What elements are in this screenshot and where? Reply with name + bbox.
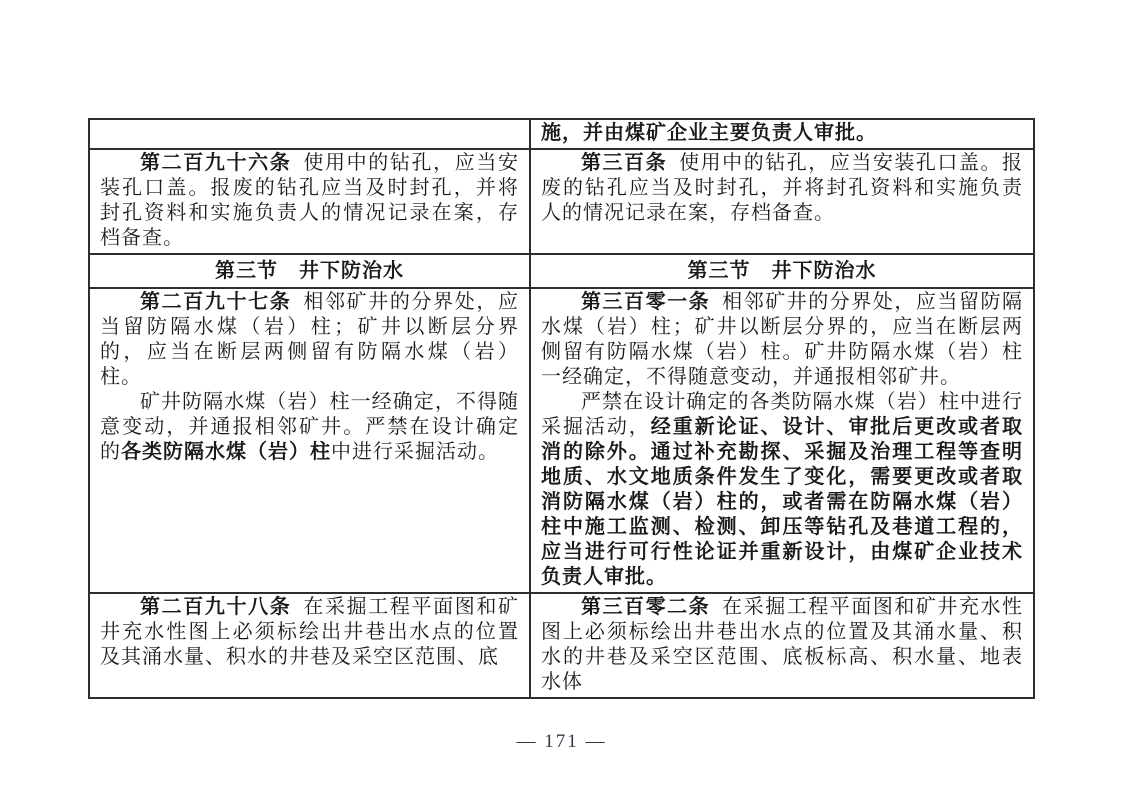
table-row-continuation [89,119,1034,149]
paragraph [100,595,519,670]
article-number: 第三百零二条 [581,596,711,618]
paragraph [541,595,1023,695]
article-number: 第二百九十六条 [140,152,292,174]
table-row-drill-holes [89,149,1034,254]
article-number: 第二百九十七条 [140,291,292,313]
paragraph [100,151,519,251]
article-body: 使用中的钻孔，应当安装孔口盖。报废的钻孔应当及时封孔，并将封孔资料和实施负责人的情况记录在案，存档备查。 [100,152,519,249]
article-body: 使用中的钻孔，应当安装孔口盖。报废的钻孔应当及时封孔，并将封孔资料和实施负责人的情况记录在案，存档备查。 [541,152,1024,224]
paragraph-continuation: 施，并由煤矿企业主要负责人审批。 [541,122,877,144]
text-segment: 中进行采掘活动。 [331,441,499,463]
paragraph [100,390,519,465]
cell-new-article-300 [530,149,1034,254]
page-number: — 171 — [516,731,607,752]
text-segment: 严禁在设计确定的各类防隔水煤（岩）柱中进行采掘活动， [541,391,1023,438]
emphasized-text: 各类防隔水煤（岩）柱 [121,441,331,463]
emphasized-text: 经重新论证、设计、审批后更改或者取消的除外。通过补充勘探、采掘及治理工程等查明地质、水文地质条件发生了变化，需要更改或者取消防隔水煤（岩）柱的，或者需在防隔水煤（岩）柱中施工监测、检测、卸压等钻孔及巷道工程的，应当进行可行性论证并重新设计，由煤矿企业技术负责人审批。 [541,416,1024,588]
cell-new-continuation [530,119,1034,149]
cell-new-article-302 [530,593,1034,698]
paragraph [541,390,1023,590]
table-row-section-header [89,254,1034,288]
table-row-mining-map [89,593,1034,698]
cell-old-article-297 [89,288,530,593]
cell-old-article-298 [89,593,530,698]
article-body: 相邻矿井的分界处，应当留防隔水煤（岩）柱；矿井以断层分界的，应当在断层两侧留有防隔水煤（岩）柱。矿井防隔水煤（岩）柱一经确定，不得随意变动，并通报相邻矿井。 [541,291,1024,388]
article-number: 第二百九十八条 [140,596,292,618]
paragraph [100,290,519,390]
cell-new-section-heading [530,254,1034,288]
article-body: 在采掘工程平面图和矿井充水性图上必须标绘出井巷出水点的位置及其涌水量、积水的井巷及采空区范围、底板标高、积水量、地表水体 [541,596,1024,693]
section-heading: 第三节 井下防治水 [215,260,404,282]
paragraph [541,290,1023,390]
comparison-table [88,118,1035,699]
cell-old-article-296 [89,149,530,254]
table-row-water-pillar [89,288,1034,593]
article-number: 第三百零一条 [581,291,711,313]
cell-old-empty [89,119,530,149]
cell-old-section-heading [89,254,530,288]
text-segment: 矿井防隔水煤（岩）柱一经确定，不得随意变动，并通报相邻矿井。严禁在设计确定的 [100,391,519,463]
article-body: 相邻矿井的分界处，应当留防隔水煤（岩）柱；矿井以断层分界的，应当在断层两侧留有防隔水煤（岩）柱。 [100,291,519,388]
section-heading: 第三节 井下防治水 [687,260,877,282]
article-body: 在采掘工程平面图和矿井充水性图上必须标绘出井巷出水点的位置及其涌水量、积水的井巷及采空区范围、底 [100,596,519,668]
paragraph [541,151,1023,226]
article-number: 第三百条 [581,152,668,174]
cell-new-article-301 [530,288,1034,593]
